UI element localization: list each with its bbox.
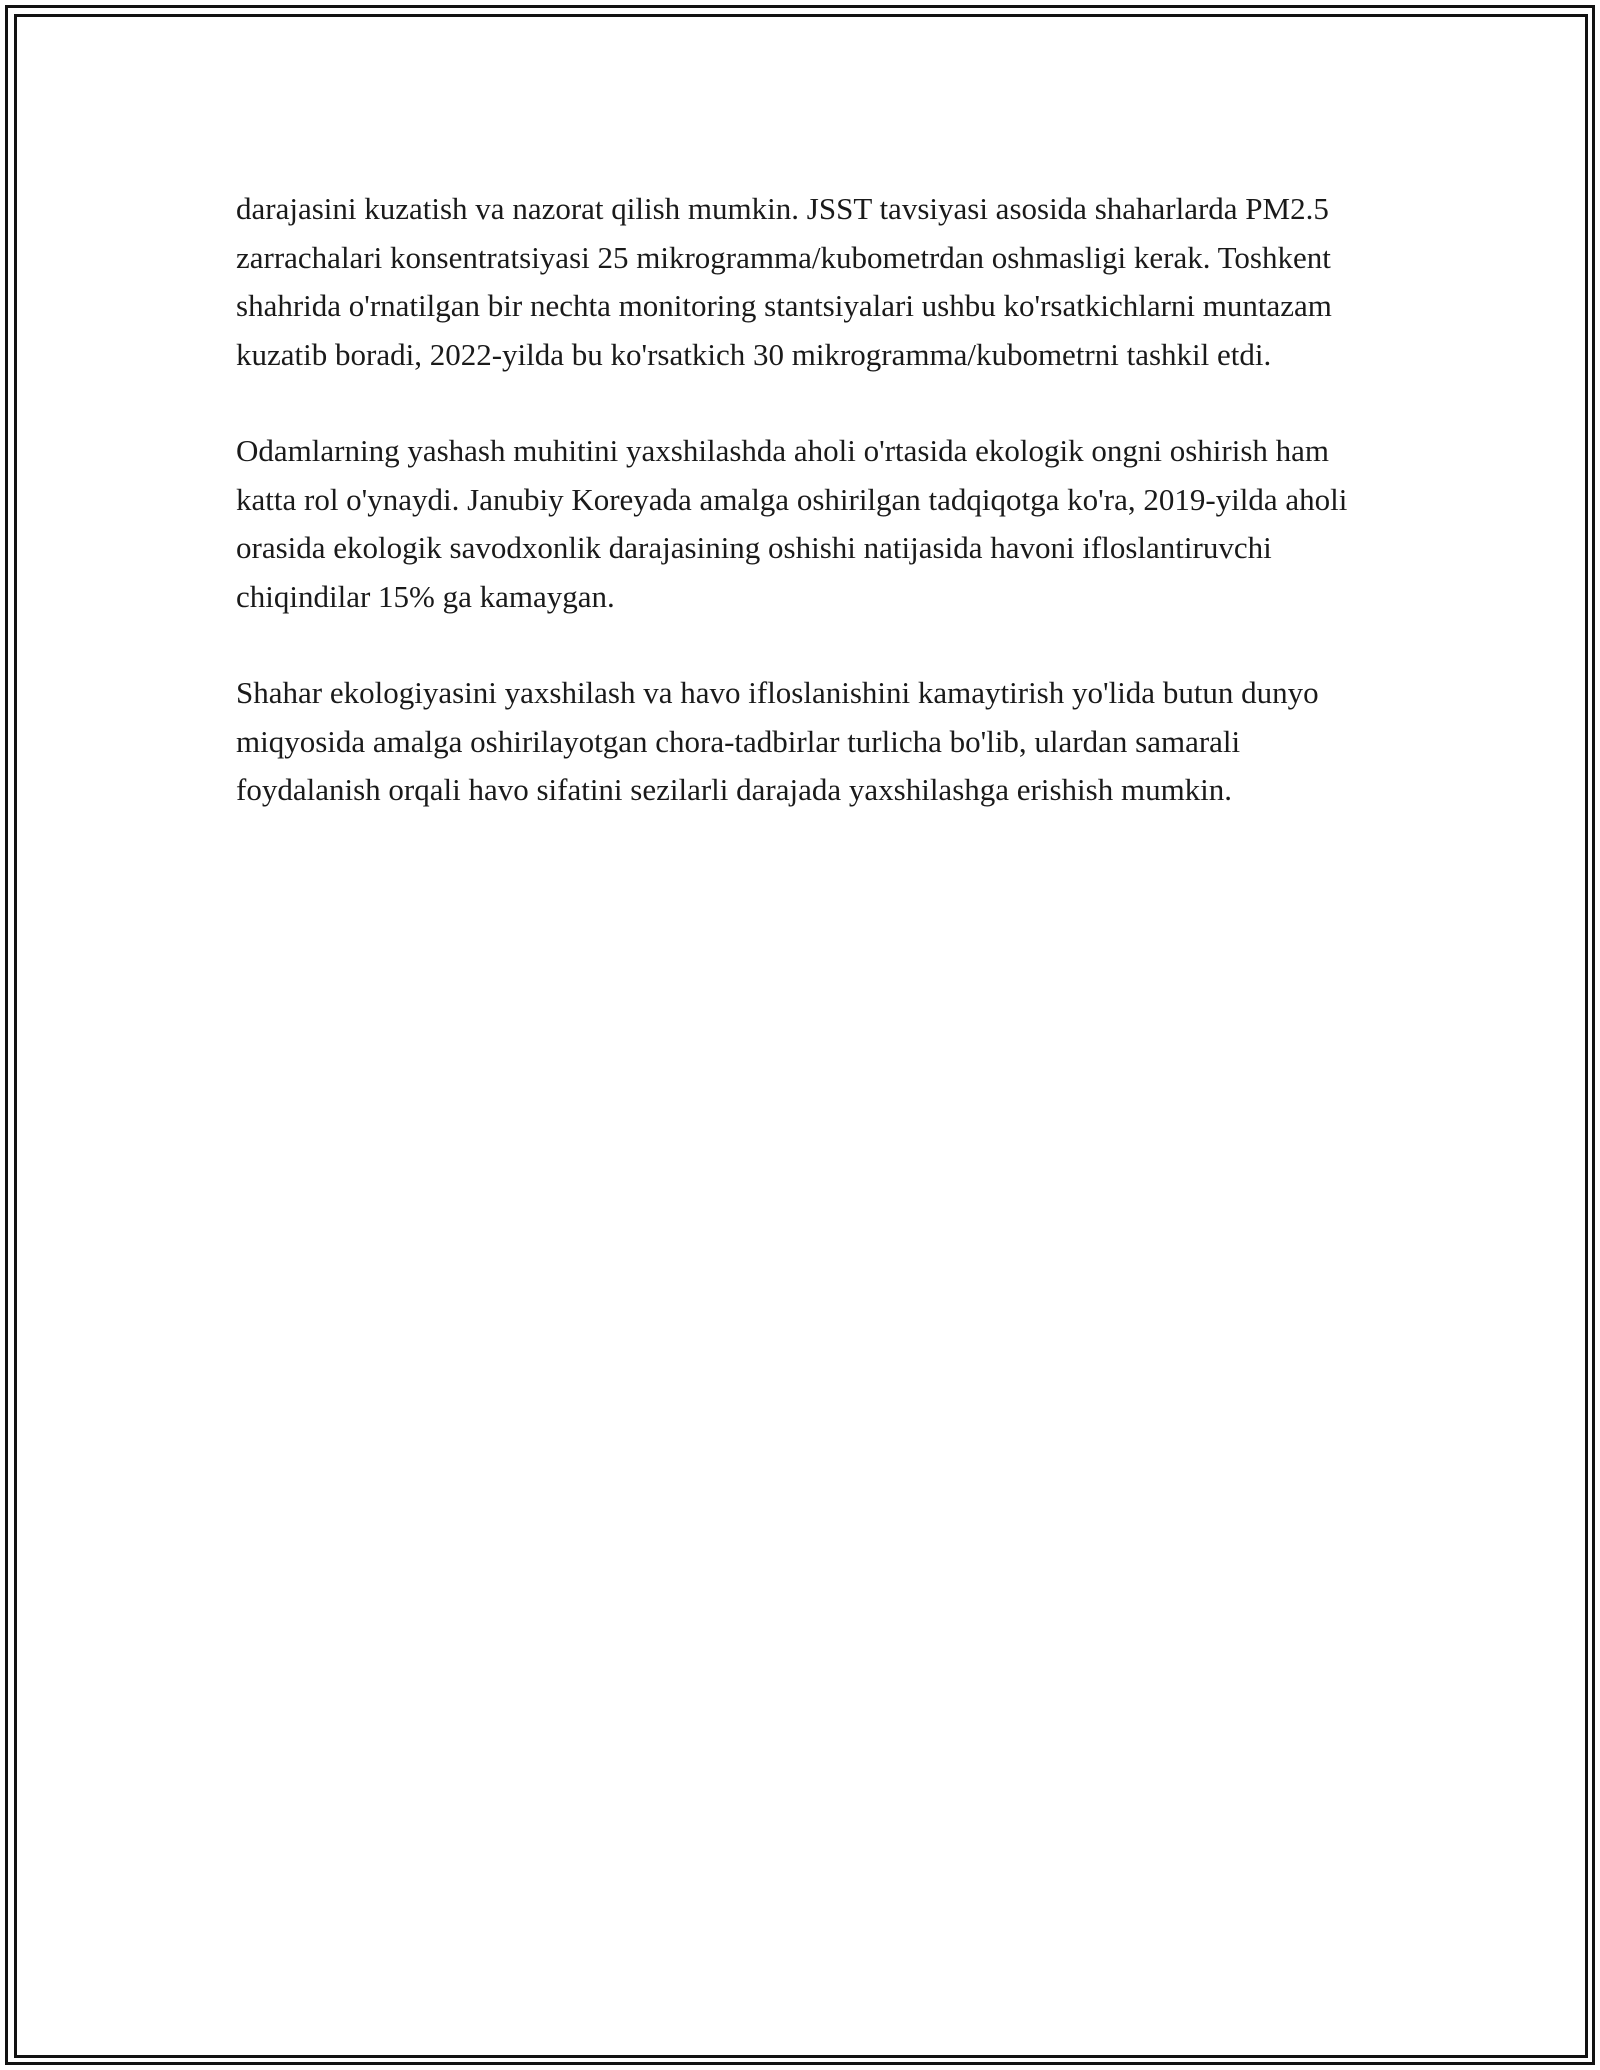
paragraph-conclusion: Shahar ekologiyasini yaxshilash va havo ifloslanishini kamaytirish yo'lida butun dunyo miqyosida amalga oshirilayotgan chora-tadbirlar turlicha bo'lib, ulardan samarali foydalanish orqali havo sifatini sezilarli darajada yaxshilashga erishish mumkin. bbox=[236, 675, 1319, 807]
document-body bbox=[236, 185, 1366, 863]
paragraph-ecological-awareness: Odamlarning yashash muhitini yaxshilashda aholi o'rtasida ekologik ongni oshirish ham katta rol o'ynaydi. Janubiy Koreyada amalga oshirilgan tadqiqotga ko'ra, 2019-yilda aholi orasida ekologik savodxonlik darajasining oshishi natijasida havoni ifloslantiruvchi chiqindilar 15% ga kamaygan. bbox=[236, 433, 1348, 614]
paragraph-air-quality-monitoring: darajasini kuzatish va nazorat qilish mumkin. JSST tavsiyasi asosida shaharlarda PM2.5 zarrachalari konsentratsiyasi 25 mikrogramma/kubometrdan oshmasligi kerak. Toshkent shahrida o'rnatilgan bir nechta monitoring stantsiyalari ushbu ko'rsatkichlarni muntazam kuzatib boradi, 2022-yilda bu ko'rsatkich 30 mikrogramma/kubometrni tashkil etdi. bbox=[236, 191, 1332, 372]
